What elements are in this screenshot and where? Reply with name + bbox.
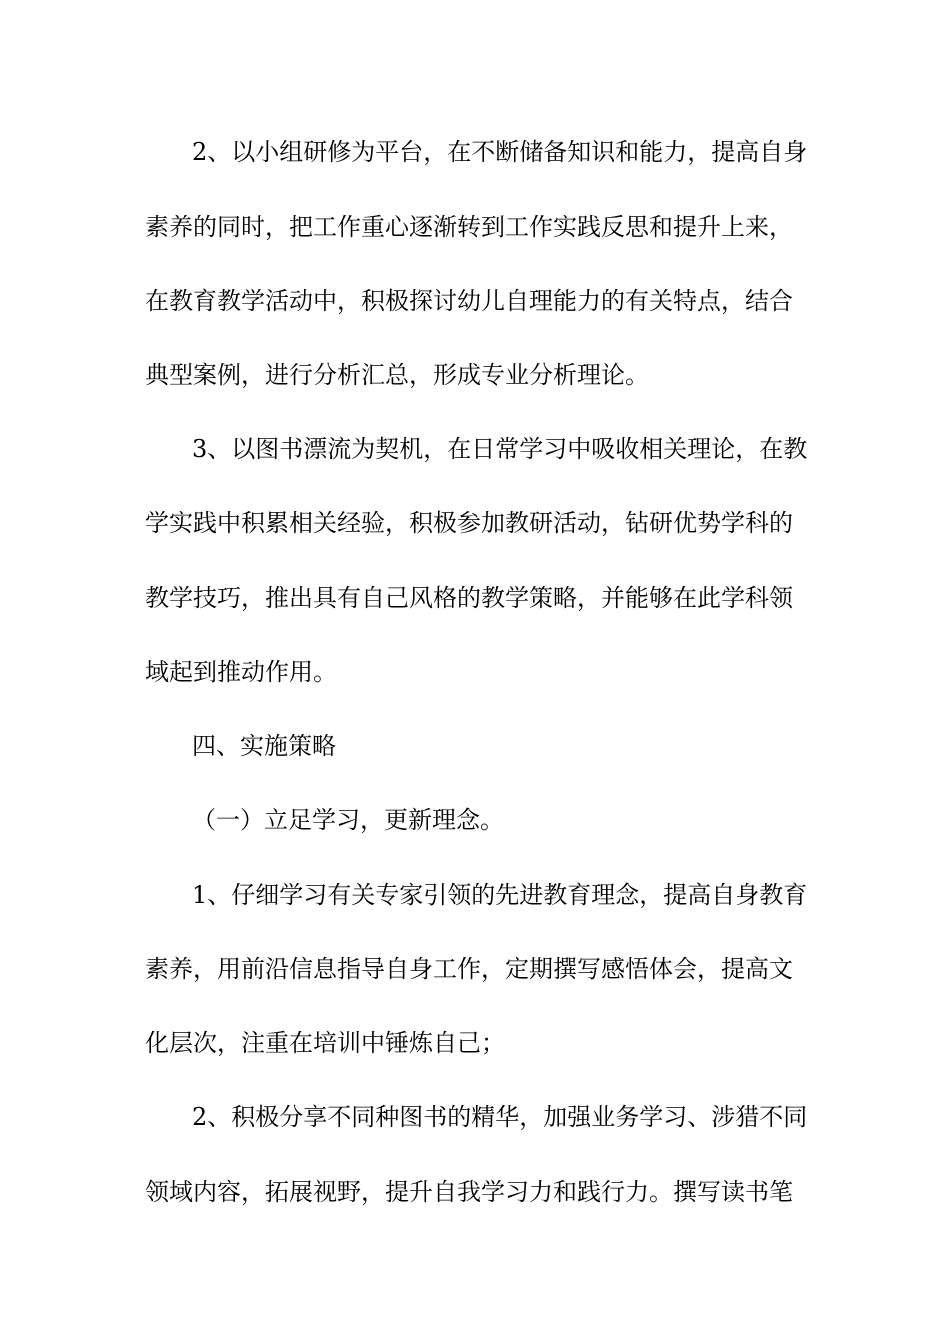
paragraph-2-line-1: 2、以小组研修为平台，在不断储备知识和能力，提高自身 [192, 138, 808, 166]
subsection-heading: （一）立足学习，更新理念。 [192, 806, 504, 834]
paragraph-2-line-2: 素养的同时，把工作重心逐渐转到工作实践反思和提升上来， [145, 213, 793, 241]
item-1-line-2: 素养，用前沿信息指导自身工作，定期撰写感悟体会，提高文 [145, 955, 793, 983]
paragraph-2-line-3: 在教育教学活动中，积极探讨幼儿自理能力的有关特点，结合 [145, 287, 793, 315]
paragraph-3-line-4: 域起到推动作用。 [145, 658, 337, 686]
paragraph-3-line-3: 教学技巧，推出具有自己风格的教学策略，并能够在此学科领 [145, 584, 793, 612]
item-1-line-3: 化层次，注重在培训中锤炼自己； [145, 1029, 505, 1057]
section-heading: 四、实施策略 [192, 732, 336, 760]
item-2-line-2: 领域内容，拓展视野，提升自我学习力和践行力。撰写读书笔 [145, 1178, 793, 1206]
item-2-line-1: 2、积极分享不同种图书的精华，加强业务学习、涉猎不同 [192, 1103, 808, 1131]
item-1-line-1: 1、仔细学习有关专家引领的先进教育理念，提高自身教育 [192, 881, 808, 909]
paragraph-3-line-2: 学实践中积累相关经验，积极参加教研活动，钻研优势学科的 [145, 509, 793, 537]
paragraph-3-line-1: 3、以图书漂流为契机，在日常学习中吸收相关理论，在教 [192, 435, 808, 463]
paragraph-2-line-4: 典型案例，进行分析汇总，形成专业分析理论。 [145, 361, 649, 389]
